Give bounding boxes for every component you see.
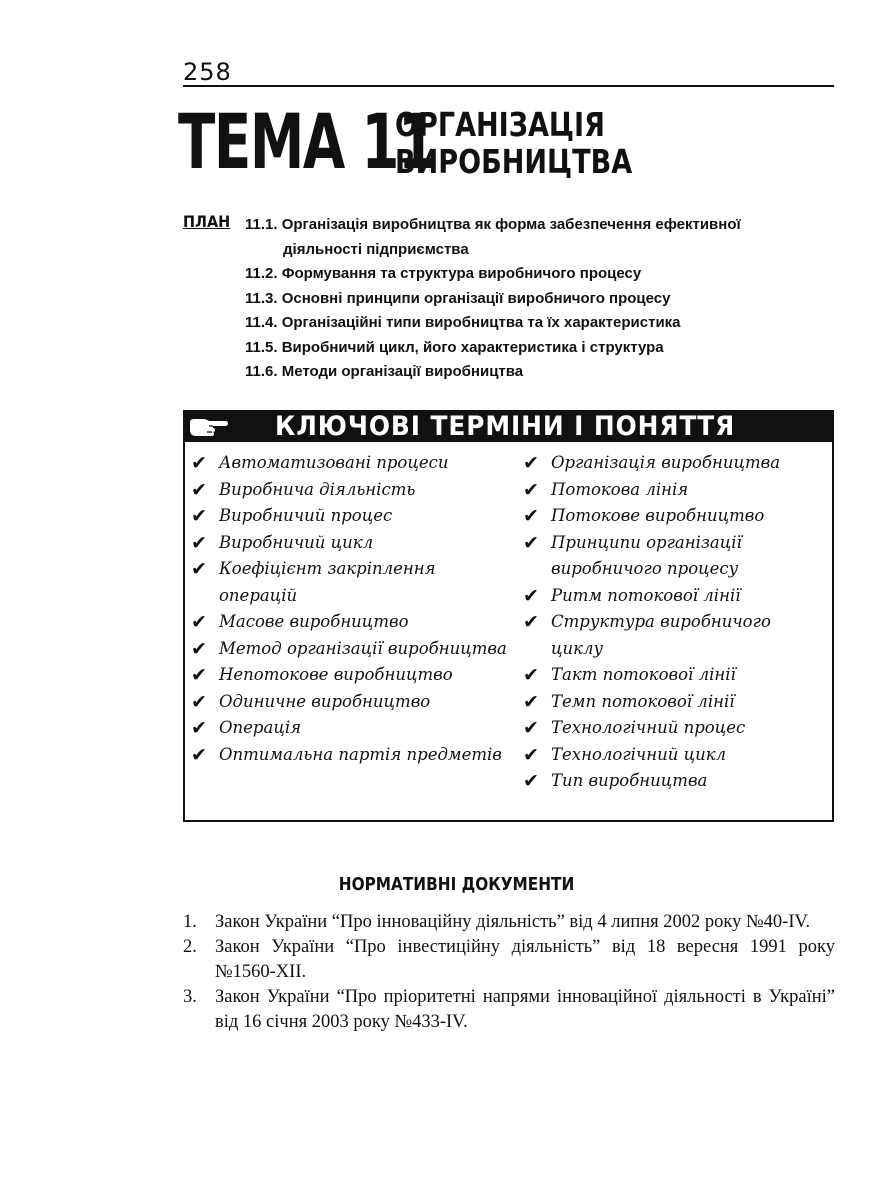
key-term-item (521, 530, 821, 583)
key-term-item (189, 477, 509, 504)
plan-item-text: Основні принципи організації виробничого процесу (281, 289, 671, 307)
checkmark-icon: ✔ (523, 531, 539, 554)
key-term-text: Виробничий процес (219, 506, 393, 525)
checkmark-icon: ✔ (191, 637, 207, 660)
key-term-text: Виробничий цикл (219, 532, 374, 552)
checkmark-icon: ✔ (191, 743, 207, 766)
key-term-text: Організація виробництва (551, 453, 781, 472)
key-terms-left-column (189, 450, 509, 768)
document-number: 3. (183, 987, 197, 1007)
plan-item (245, 213, 805, 262)
key-terms-box (183, 410, 834, 822)
key-term-text: Принципи організації виробничого процесу (551, 532, 742, 578)
plan-item-number: 11.1. (245, 216, 278, 233)
normative-title-wrap (0, 874, 894, 896)
key-term-text: Оптимальна партія предметів (219, 744, 502, 764)
plan-item-text: Організаційні типи виробництва та їх характеристика (281, 314, 681, 331)
plan-item-text: Виробничий цикл, його характеристика і структура (281, 338, 664, 356)
plan-item-number: 11.3. (245, 289, 278, 307)
key-term-item (521, 609, 821, 662)
plan-item-number: 11.6. (245, 363, 278, 380)
document-item (183, 935, 835, 985)
key-term-text: Темп потокової лінії (551, 691, 735, 711)
plan-item-number: 11.4. (245, 314, 278, 331)
checkmark-icon: ✔ (523, 690, 539, 713)
key-term-text: Масове виробництво (219, 612, 409, 631)
normative-documents-list (183, 910, 835, 1035)
checkmark-icon: ✔ (523, 717, 539, 739)
theme-title (395, 106, 632, 180)
theme-title-line1: ОРГАНІЗАЦІЯ (395, 105, 605, 144)
key-terms-title: КЛЮЧОВІ ТЕРМІНИ І ПОНЯТТЯ (275, 411, 736, 442)
key-terms-right-column (521, 450, 821, 795)
document-item (183, 910, 835, 935)
key-term-item (521, 583, 821, 610)
key-term-text: Автоматизовані процеси (219, 453, 449, 472)
key-term-item (189, 556, 509, 609)
checkmark-icon: ✔ (191, 505, 207, 527)
checkmark-icon: ✔ (191, 690, 207, 713)
plan-item-text: Організація виробництва як форма забезпечення ефективної (281, 216, 741, 233)
checkmark-icon: ✔ (191, 664, 207, 686)
key-term-item (189, 636, 509, 663)
pointing-hand-icon (187, 414, 231, 440)
document-item (183, 985, 835, 1035)
checkmark-icon: ✔ (523, 770, 539, 792)
key-term-text: Виробнича діяльність (219, 479, 416, 499)
key-term-item (189, 609, 509, 636)
checkmark-icon: ✔ (191, 717, 207, 739)
key-term-item (521, 450, 821, 477)
key-term-item (189, 450, 509, 477)
key-term-item (521, 768, 821, 795)
document-text: Закон України “Про пріоритетні напрями інноваційної діяльності в Україні” від 16 січня 2003 року №433-IV. (215, 987, 835, 1032)
plan-item-text: Методи організації виробництва (281, 363, 524, 380)
key-term-text: Технологічний цикл (551, 744, 727, 764)
checkmark-icon: ✔ (191, 531, 207, 554)
key-term-item (521, 477, 821, 504)
key-term-item (189, 715, 509, 742)
plan-item-continuation: діяльності підприємства (283, 240, 469, 258)
checkmark-icon: ✔ (523, 478, 539, 501)
key-term-item (189, 530, 509, 557)
document-number: 1. (183, 912, 197, 932)
checkmark-icon: ✔ (191, 452, 207, 474)
normative-title: НОРМАТИВНІ ДОКУМЕНТИ (339, 874, 575, 895)
plan-label: ПЛАН (183, 212, 231, 231)
document-number: 2. (183, 937, 197, 957)
document-text: Закон України “Про інноваційну діяльність” від 4 липня 2002 року №40-IV. (215, 912, 811, 932)
key-term-item (521, 689, 821, 716)
key-term-text: Операція (219, 718, 302, 737)
page-number: 258 (183, 58, 232, 86)
key-term-item (521, 742, 821, 769)
checkmark-icon: ✔ (523, 584, 539, 607)
checkmark-icon: ✔ (523, 505, 539, 527)
plan-list (245, 213, 805, 385)
plan-item (245, 360, 805, 385)
plan-item (245, 336, 805, 361)
key-term-item (189, 503, 509, 530)
key-term-text: Технологічний процес (551, 718, 746, 737)
key-term-text: Потокове виробництво (551, 506, 765, 525)
key-terms-header (185, 412, 832, 442)
checkmark-icon: ✔ (191, 558, 207, 580)
key-term-item (189, 742, 509, 769)
key-term-item (521, 662, 821, 689)
key-term-item (521, 715, 821, 742)
key-term-item (189, 662, 509, 689)
key-term-text: Метод організації виробництва (219, 638, 507, 658)
key-term-text: Коефіцієнт закріплення операцій (219, 559, 436, 605)
plan-item (245, 311, 805, 336)
plan-item (245, 262, 805, 287)
plan-item-number: 11.5. (245, 338, 278, 356)
key-term-text: Непотокове виробництво (219, 665, 453, 684)
key-term-item (521, 503, 821, 530)
checkmark-icon: ✔ (523, 611, 539, 633)
key-term-item (189, 689, 509, 716)
checkmark-icon: ✔ (191, 611, 207, 633)
checkmark-icon: ✔ (191, 478, 207, 501)
checkmark-icon: ✔ (523, 452, 539, 474)
theme-label: ТЕМА 11 (178, 97, 435, 186)
document-text: Закон України “Про інвестиційну діяльність” від 18 вересня 1991 року №1560-XII. (215, 937, 835, 982)
key-term-text: Ритм потокової лінії (551, 585, 741, 605)
plan-item-text: Формування та структура виробничого процесу (281, 265, 642, 282)
key-term-text: Тип виробництва (551, 771, 708, 790)
key-term-text: Потокова лінія (551, 479, 689, 499)
plan-item-number: 11.2. (245, 265, 278, 282)
checkmark-icon: ✔ (523, 664, 539, 686)
key-term-text: Такт потокової лінії (551, 665, 736, 684)
checkmark-icon: ✔ (523, 743, 539, 766)
theme-title-line2: ВИРОБНИЦТВА (395, 142, 633, 181)
key-term-text: Структура виробничого циклу (551, 612, 771, 658)
header-rule (183, 85, 834, 87)
key-term-text: Одиничне виробництво (219, 691, 431, 711)
plan-item (245, 287, 805, 312)
